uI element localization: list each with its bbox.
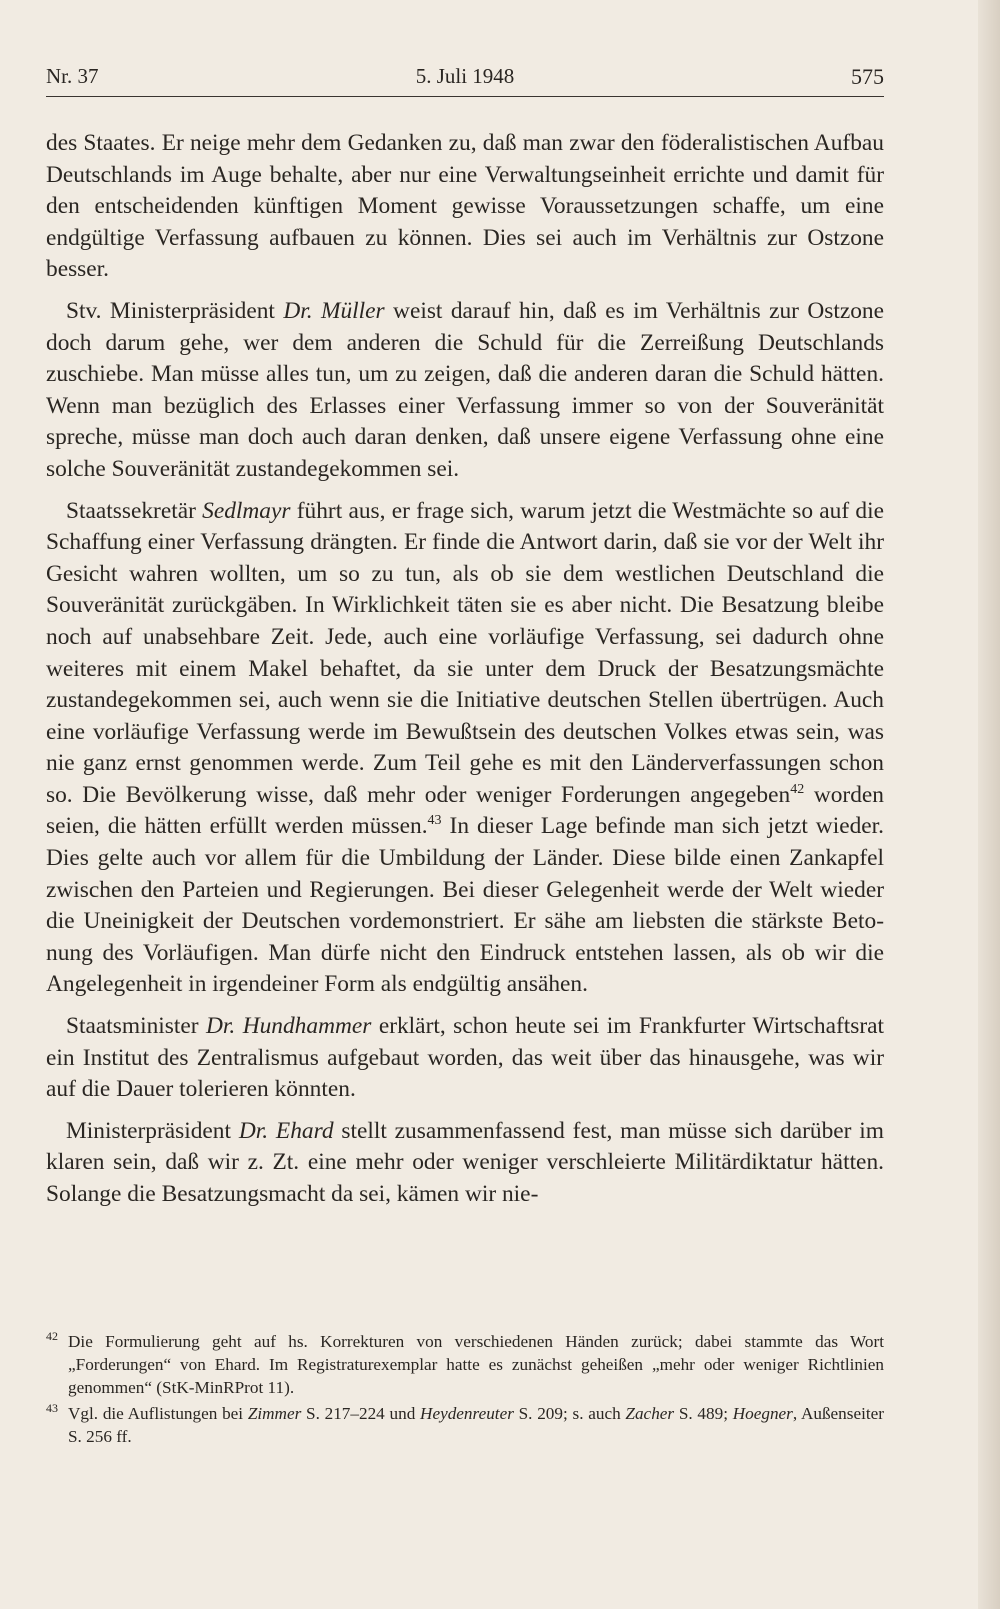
speaker-name: Sedlmayr <box>202 497 291 524</box>
text-run: In dieser Lage befinde man sich jetzt wieder. Dies gelte auch vor allem für die Umbildung der Länder. Diese bilde einen Zankapfel zwischen den Parteien und Regierungen. Bei dieser Gelegenheit werde der Welt wieder die Uneinigkeit der Deutschen vordemonstriert. Er sähe am liebsten die stärkste Betonung des Vorläufigen. Man dürfe nicht den Eindruck entstehen lassen, als ob wir die Angelegenheit in irgendeiner Form als endgültig ansähen. <box>46 813 885 998</box>
footnote <box>46 1402 884 1448</box>
paragraph <box>46 1011 884 1106</box>
text-run: des Staates. Er neige mehr dem Gedanken zu, daß man zwar den föderalistischen Aufbau Deutschlands im Auge behalte, aber nur eine Verwaltungseinheit errichte und damit für den entscheidenden künftigen Moment gewisse Voraussetzungen schaffe, um eine endgültige Verfassung aufbauen zu können. Dies sei auch im Verhältnis zur Ostzone besser. <box>46 130 884 283</box>
text-run: S. 489; <box>674 1403 733 1423</box>
speaker-name: Dr. Müller <box>283 297 385 324</box>
speaker-name: Zacher <box>625 1403 675 1423</box>
text-run: stellt zusammenfassend fest, man müsse sich darüber im klaren sein, daß wir z. Zt. eine mehr oder weniger verschleierte Militärdiktatur hätten. Solange die Besatzungsmacht da sei, kämen wir nie- <box>46 1117 884 1207</box>
text-run: weist darauf hin, daß es im Verhältnis zur Ostzone doch darum gehe, wer dem anderen die Schuld für die Zerreißung Deutschlands zuschiebe. Man müsse alles tun, um zu zeigen, daß die anderen daran die Schuld hätten. Wenn man bezüglich des Erlasses einer Verfassung immer so von der Souveränität spreche, müsse man doch auch daran denken, daß unsere eigene Verfassung ohne eine solche Souveränität zustandegekommen sei. <box>46 297 884 482</box>
speaker-name: Heydenreuter <box>420 1403 514 1423</box>
text-run: Stv. Ministerpräsident <box>66 297 284 324</box>
text-run: Vgl. die Auflistungen bei <box>68 1403 248 1423</box>
speaker-name: Hoegner <box>732 1403 793 1423</box>
text-run: Staatssekretär <box>66 497 203 524</box>
page-edge-shadow <box>978 0 1000 1609</box>
paragraph <box>46 496 884 1002</box>
document-number: Nr. 37 <box>46 64 99 88</box>
page-number: 575 <box>851 64 884 89</box>
paragraph <box>46 1116 884 1211</box>
text-run: , Außenseiter S. 256 ff. <box>68 1403 884 1446</box>
footnote-reference: 42 <box>790 781 805 797</box>
text-run: worden seien, die hätten erfüllt werden müssen. <box>46 781 884 840</box>
header-date: 5. Juli 1948 <box>415 64 515 88</box>
paragraph <box>46 128 884 286</box>
speaker-name: Dr. Hundhammer <box>206 1013 372 1040</box>
footnote-number: 43 <box>46 1400 58 1415</box>
speaker-name: Zimmer <box>247 1403 302 1423</box>
speaker-name: Dr. Ehard <box>238 1117 334 1144</box>
footnote-reference: 43 <box>427 813 442 829</box>
text-run: Die Formulierung geht auf hs. Korrekturen von verschiedenen Händen zurück; dabei stammte das Wort „Forderungen“ von Ehard. Im Registraturexemplar hatte es zunächst geheißen „mehr oder weniger Richtlinien genommen“ (StK-MinRProt 11). <box>68 1332 884 1398</box>
text-run: S. 217–224 und <box>301 1403 421 1423</box>
running-head <box>46 62 884 97</box>
text-run: führt aus, er frage sich, warum jetzt die Westmächte so auf die Schaffung einer Verfassung drängten. Er finde die Antwort darin, daß sie vor der Welt ihr Gesicht wahren wollten, um so zu tun, als ob sie dem westlichen Deutschland die Souveränität zurückgäben. In Wirklichkeit täten sie es aber nicht. Die Besatzung bleibe noch auf unabsehbare Zeit. Jede, auch eine vorläufige Verfassung, sei dadurch ohne weiteres mit einem Makel behaftet, da sie unter dem Druck der Besatzungsmächte zustandegekommen sei, auch wenn sie die Initiative deutschen Stellen übertrügen. Auch eine vorläufige Verfassung werde im Bewußtsein des deutschen Volkes etwas sein, was nie ganz ernst genommen werde. Zum Teil gehe es mit den Länderverfassungen schon so. Die Bevölkerung wisse, daß mehr oder weniger Forderungen angegeben <box>46 497 884 808</box>
body-text <box>46 128 884 1221</box>
footnote <box>46 1330 884 1400</box>
text-run: S. 209; s. auch <box>513 1403 626 1423</box>
footnotes <box>46 1330 884 1450</box>
text-run: Staatsminister <box>66 1013 206 1040</box>
text-run: Ministerpräsident <box>66 1117 239 1144</box>
text-run: erklärt, schon heute sei im Frankfurter Wirtschaftsrat ein Institut des Zentralismus aufgebaut worden, das weit über das hinausgehe, was wir auf die Dauer tolerieren könnten. <box>46 1013 885 1103</box>
footnote-number: 42 <box>46 1329 58 1343</box>
paragraph <box>46 296 884 486</box>
